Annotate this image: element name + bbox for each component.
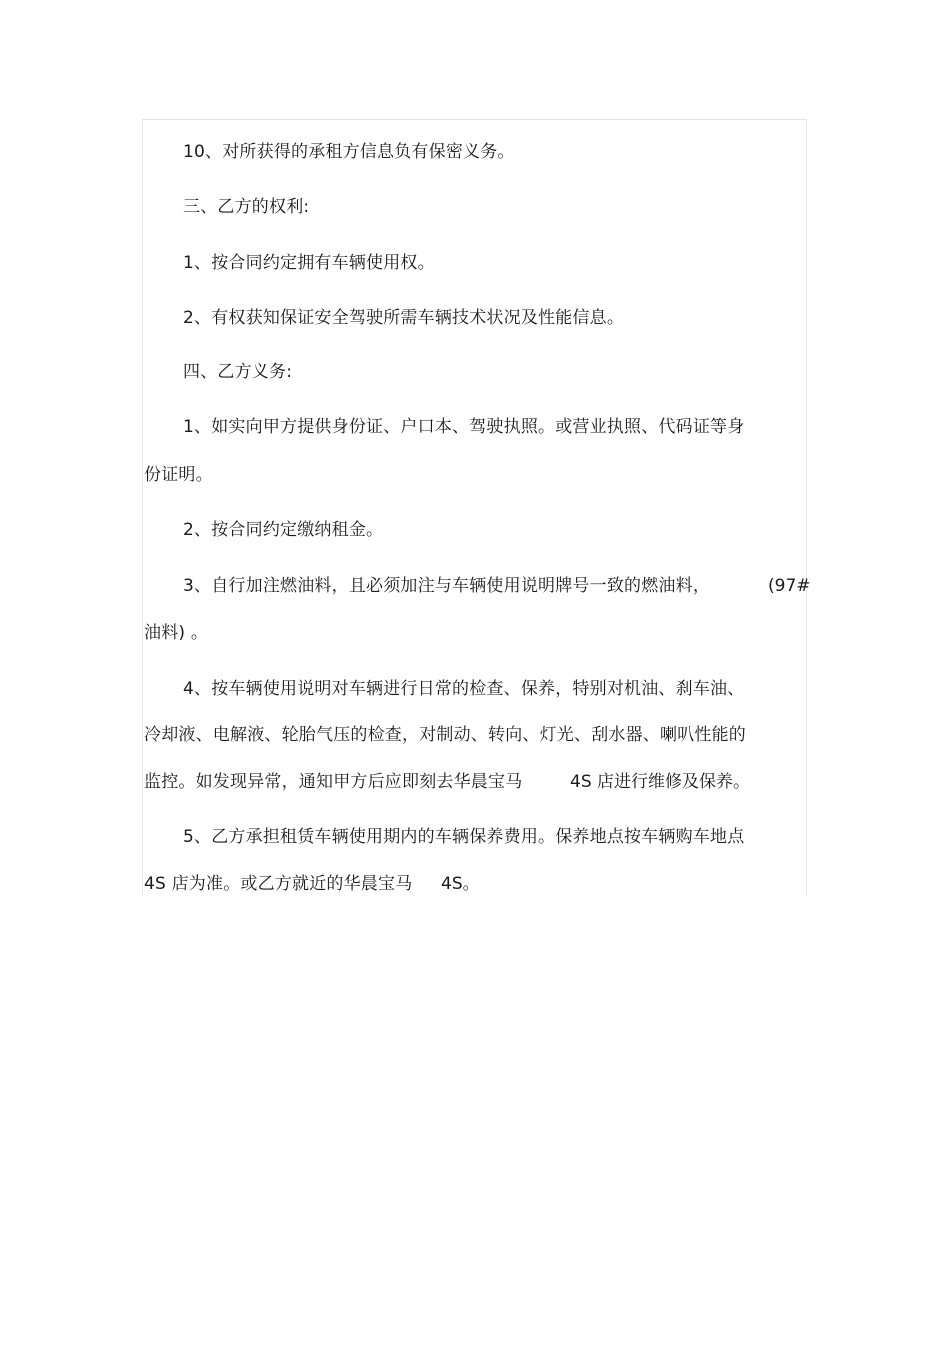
duty-item-1-line-1: 1、如实向甲方提供身份证、户口本、驾驶执照。或营业执照、代码证等身 — [183, 417, 745, 437]
section-heading-3: 三、乙方的权利: — [183, 197, 310, 217]
duty-item-2: 2、按合同约定缴纳租金。 — [183, 520, 384, 540]
right-item-1: 1、按合同约定拥有车辆使用权。 — [183, 253, 435, 273]
duty-item-5-line-2-tail: 4S。 — [441, 874, 480, 894]
clause-10: 10、对所获得的承租方信息负有保密义务。 — [183, 142, 515, 162]
duty-item-4-line-1: 4、按车辆使用说明对车辆进行日常的检查、保养，特别对机油、刹车油、 — [183, 679, 745, 699]
section-heading-4: 四、乙方义务: — [183, 362, 293, 382]
duty-item-1-line-2: 份证明。 — [144, 465, 213, 485]
duty-item-4-line-3: 监控。如发现异常，通知甲方后应即刻去华晨宝马 — [144, 772, 523, 792]
duty-item-4-line-3-tail: 4S 店进行维修及保养。 — [570, 772, 751, 792]
duty-item-3-line-1: 3、自行加注燃油料，且必须加注与车辆使用说明牌号一致的燃油料， — [183, 576, 711, 596]
duty-item-5-line-1: 5、乙方承担租赁车辆使用期内的车辆保养费用。保养地点按车辆购车地点 — [183, 827, 745, 847]
duty-item-3-line-2: 油料) 。 — [144, 623, 209, 643]
duty-item-3-fuel-grade: (97# — [768, 576, 811, 596]
duty-item-5-line-2: 4S 店为准。或乙方就近的华晨宝马 — [144, 874, 413, 894]
right-item-2: 2、有权获知保证安全驾驶所需车辆技术状况及性能信息。 — [183, 308, 625, 328]
duty-item-4-line-2: 冷却液、电解液、轮胎气压的检查，对制动、转向、灯光、刮水器、喇叭性能的 — [144, 725, 746, 745]
